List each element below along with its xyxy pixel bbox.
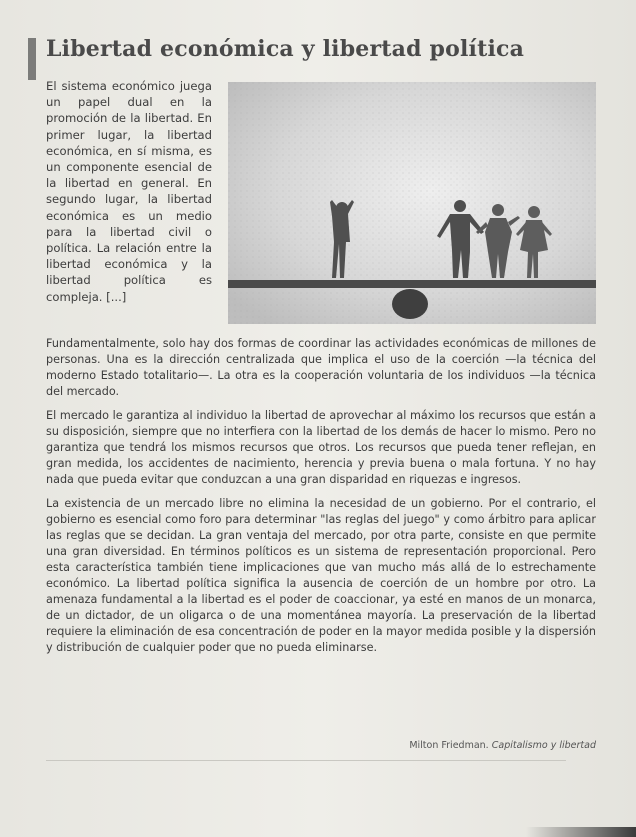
- intro-column: [46, 78, 212, 305]
- page-shadow: [526, 827, 636, 837]
- seesaw-illustration: [228, 82, 596, 324]
- paragraph: La existencia de un mercado libre no elimina la necesidad de un gobierno. Por el contrario, el gobierno es esencial como foro para determinar "las reglas del juego" y como árbitro para aplicar las reglas que se decidan. La gran ventaja del mercado, por otra parte, consiste en que permite una gran diversidad. En términos políticos es un sistema de representación proporcional. Pero esta característica también tiene implicaciones que van mucho más allá de lo estrechamente económico. La libertad política significa la ausencia de coerción de un hombre por otro. La amenaza fundamental a la libertad es el poder de coaccionar, ya esté en manos de un monarca, de un dictador, de un oligarca o de una momentánea mayoría. La preservación de la libertad requiere la eliminación de esa concentración de poder en la mayor medida posible y la dispersión y distribución de cualquier poder que no pueda eliminarse.: [46, 497, 596, 654]
- paragraph: El mercado le garantiza al individuo la libertad de aprovechar al máximo los recursos que están a su disposición, siempre que no interfiera con la libertad de los demás de hacer lo mismo. Pero no garantiza que tendrá los mismos recursos que otros. Los recursos que pueda tener reflejan, en gran medida, los accidentes de nacimiento, herencia y previa buena o mala fortuna. Y no hay nada que pueda evitar que conduzcan a una gran disparidad en riquezas e ingresos.: [46, 409, 596, 486]
- credit-author: Milton Friedman.: [409, 740, 489, 751]
- seesaw-plank: [228, 280, 596, 288]
- source-credit: [409, 740, 596, 751]
- body-text: [46, 336, 596, 664]
- title-accent-bar: [28, 38, 36, 80]
- page-title: Libertad económica y libertad política: [46, 36, 525, 62]
- credit-work: Capitalismo y libertad: [491, 740, 596, 751]
- paragraph: Fundamentalmente, solo hay dos formas de coordinar las actividades económicas de millones de personas. Una es la dirección centralizada que implica el uso de la coerción —la técnica del moderno Estado totalitario—. La otra es la cooperación voluntaria de los individuos —la técnica del mercado.: [46, 337, 596, 398]
- seesaw-fulcrum: [392, 289, 428, 319]
- footer-divider: [46, 760, 566, 761]
- intro-paragraph: El sistema económico juega un papel dual en la promoción de la libertad. En primer lugar, la libertad económica, en sí misma, es un componente esencial de la libertad en general. En segundo lugar, la libertad económica es un medio para la libertad civil o política. La relación entre la libertad económica y la libertad política es compleja. [...]: [46, 79, 212, 304]
